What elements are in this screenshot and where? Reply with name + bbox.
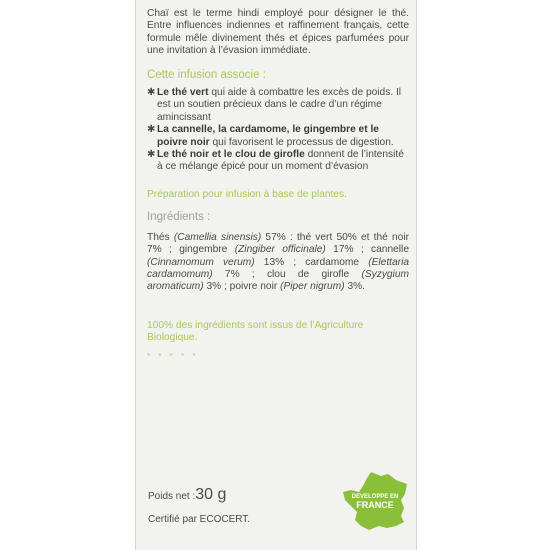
- bullet-green-tea: [147, 87, 409, 124]
- bullet-text: qui favorisent le processus de digestion.: [209, 136, 394, 148]
- badge-line2: FRANCE: [356, 500, 394, 510]
- bullet-text: donnent de l’intensité à ce mélange épicé pour un moment d’évasion: [157, 149, 404, 173]
- bullet-black-tea: [147, 149, 409, 174]
- star-bullet-icon: ✱: [147, 124, 156, 136]
- stars-row: * * * * *: [147, 351, 199, 361]
- ingredients-text: Thés (Camellia sinensis) 57% : thé vert 50% et thé noir 7% ; gingembre (Zingiber officinale) 17% ; cannelle (Cinnamomum verum) 13% ; cardamome (Elettaria cardamomum) 7% ; clou de girofle (Syzygium aromaticum) 3% ; poivre noir (Piper nigrum) 3%.: [147, 231, 410, 293]
- label-content: [147, 8, 409, 363]
- bullet-text: qui aide à combattre les excès de poids. Il est un soutien précieux dans le cadre d’un régime amincissant: [157, 87, 402, 123]
- bullet-spices: [147, 124, 409, 149]
- bio-note: 100% des ingrédients sont issus de l’Agriculture Biologique.: [147, 319, 364, 344]
- bullet-bold: Le thé vert: [157, 87, 209, 99]
- net-weight-value: 30 g: [195, 486, 227, 503]
- france-map-badge-icon: [341, 470, 411, 532]
- star-bullet-icon: ✱: [147, 149, 156, 161]
- intro-text: Chaï est le terme hindi employé pour désigner le thé. Entre influences indiennes et raffinement français, cette formule mêle divinement thés et épices parfumées pour une invitation à l’évasion immédiate.: [147, 8, 409, 57]
- ingredients-heading: Ingrédients :: [147, 211, 211, 224]
- badge-line1: DEVELOPPE EN: [351, 494, 399, 500]
- net-weight: [148, 486, 226, 504]
- bullet-bold: Le thé noir et le clou de girofle: [157, 149, 305, 161]
- certification-text: Certifié par ECOCERT.: [148, 514, 251, 525]
- preparation-text: Préparation pour infusion à base de plantes.: [147, 188, 347, 200]
- net-weight-label: Poids net :: [148, 491, 196, 502]
- star-bullet-icon: ✱: [147, 87, 156, 99]
- bullet-bold: La cannelle, la cardamome, le gingembre et le poivre noir: [157, 124, 379, 148]
- infusion-heading: Cette infusion associe :: [147, 68, 266, 81]
